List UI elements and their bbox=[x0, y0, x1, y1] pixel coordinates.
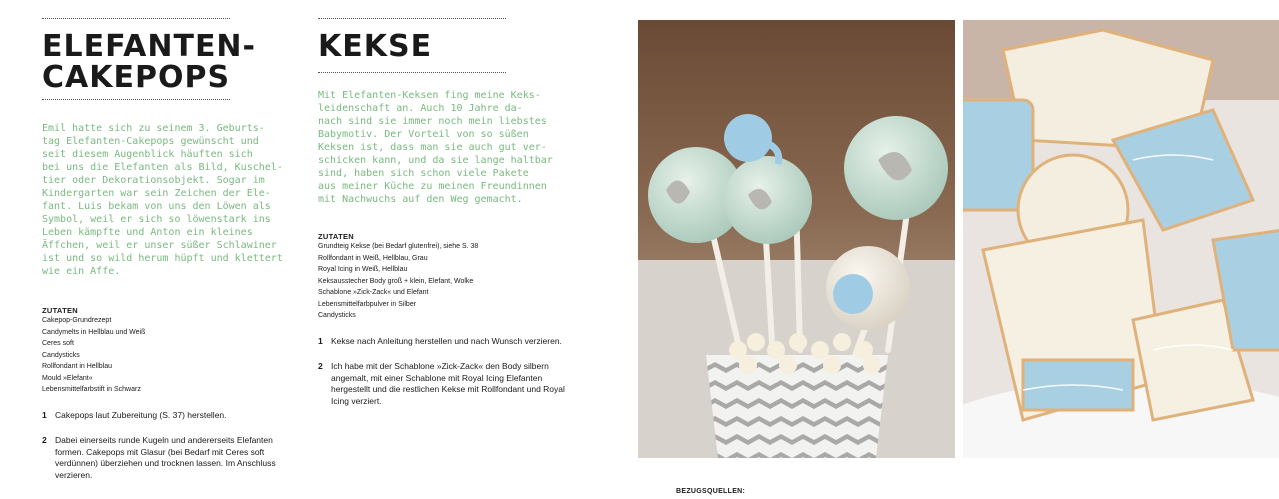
ingredients-heading: ZUTATEN bbox=[318, 232, 354, 241]
ingredient-item: Grundteig Kekse (bei Bedarf glutenfrei), siehe S. 38 bbox=[318, 243, 479, 250]
cookies-photo bbox=[963, 20, 1279, 458]
ingredient-item: Lebensmittelfarbstift in Schwarz bbox=[42, 386, 141, 393]
ingredient-item: Schablone »Zick-Zack« und Elefant bbox=[318, 289, 429, 296]
cakepops-illustration bbox=[638, 20, 955, 458]
top-dotted-rule bbox=[318, 18, 506, 19]
step-item bbox=[42, 410, 297, 422]
step-number: 2 bbox=[42, 435, 47, 445]
ingredients-list bbox=[318, 241, 580, 322]
step-text: Kekse nach Anleitung herstellen und nach Wunsch verzieren. bbox=[331, 335, 562, 346]
ingredients-list bbox=[42, 315, 304, 396]
cakepops-steps bbox=[42, 410, 297, 482]
ingredient-item: Keksausstecher Body groß + klein, Elefant, Wolke bbox=[318, 277, 474, 285]
title-line-2: CAKEPOPS bbox=[42, 60, 231, 95]
ingredient-item: Candysticks bbox=[318, 312, 356, 319]
cakepops-photo bbox=[638, 20, 955, 458]
step-number: 1 bbox=[42, 409, 47, 420]
kekse-ingredients bbox=[318, 232, 580, 322]
ingredient-item: Ceres soft bbox=[42, 340, 74, 347]
bottom-dotted-rule bbox=[318, 72, 506, 73]
step-item bbox=[318, 361, 580, 407]
step-number: 2 bbox=[318, 361, 323, 371]
ingredient-item: Candymelts in Hellblau und Weiß bbox=[42, 328, 146, 336]
bottom-dotted-rule bbox=[42, 99, 230, 100]
kekse-title: KEKSE bbox=[318, 29, 433, 64]
ingredient-item: Rollfondant in Hellblau bbox=[42, 363, 113, 370]
step-item bbox=[318, 336, 580, 348]
ingredient-item: Candysticks bbox=[42, 351, 80, 359]
top-dotted-rule bbox=[42, 18, 230, 19]
step-item bbox=[42, 435, 297, 481]
kekse-intro: Mit Elefanten-Keksen fing meine Keks- leidenschaft an. Auch 10 Jahre da- nach sind sie immer noch mein liebstes Babymotiv. Der Vorteil von so süßen Keksen ist, dass man sie auch gut ver- schicken kann, und da sie lange haltbar sind, haben sich schon viele Pakete aus meiner Küche zu meinen Freundinnen mit Nachwuchs auf den Weg gemacht. bbox=[318, 90, 553, 205]
ingredient-item: Mould »Elefant« bbox=[42, 374, 93, 382]
ingredient-item: Rollfondant in Weiß, Hellblau, Grau bbox=[318, 254, 428, 262]
ingredient-item: Royal Icing in Weiß, Hellblau bbox=[318, 266, 408, 273]
cookies-illustration bbox=[963, 20, 1279, 458]
ingredient-item: Cakepop-Grundrezept bbox=[42, 317, 112, 324]
kekse-steps bbox=[318, 336, 580, 408]
ingredient-item: Lebensmittelfarbpulver in Silber bbox=[318, 300, 417, 308]
step-text: Dabei einerseits runde Kugeln und andererseits Elefanten formen. Cakepops mit Glasur (bei Bedarf mit Ceres soft verdünnen) überziehen und trocknen lassen. Im Anschluss verzieren. bbox=[55, 435, 276, 480]
title-line-1: ELEFANTEN- bbox=[42, 29, 256, 64]
kekse-column bbox=[318, 18, 580, 421]
cakepops-column bbox=[42, 18, 304, 495]
bezugsquellen-label: BEZUGSQUELLEN: bbox=[676, 488, 746, 495]
cakepops-title bbox=[42, 31, 304, 93]
step-text: Cakepops laut Zubereitung (S. 37) herstellen. bbox=[55, 409, 227, 420]
ingredients-heading: ZUTATEN bbox=[42, 306, 78, 315]
step-text: Ich habe mit der Schablone »Zick-Zack« den Body silbern angemalt, mit einer Schablone mit Royal Icing Elefanten hergestellt und die restlichen Kekse mit Rollfondant und Royal Icing verziert. bbox=[331, 361, 565, 406]
step-number: 1 bbox=[318, 335, 323, 346]
cakepops-intro: Emil hatte sich zu seinem 3. Geburts- tag Elefanten-Cakepops gewünscht und seit diesem Augenblick häuften sich bei uns die Elefanten als Bild, Kuschel- tier oder Dekorationsobjekt. Sogar im Kindergarten war sein Zeichen der Ele- fant. Luis bekam von uns den Löwen als Symbol, weil er sich so löwenstark ins Leben kämpfte und Anton ein kleines Äffchen, weil er unser süßer Schlawiner ist und so wild herum hüpft und klettert wie ein Affe. bbox=[42, 123, 283, 277]
cakepops-ingredients bbox=[42, 306, 304, 396]
